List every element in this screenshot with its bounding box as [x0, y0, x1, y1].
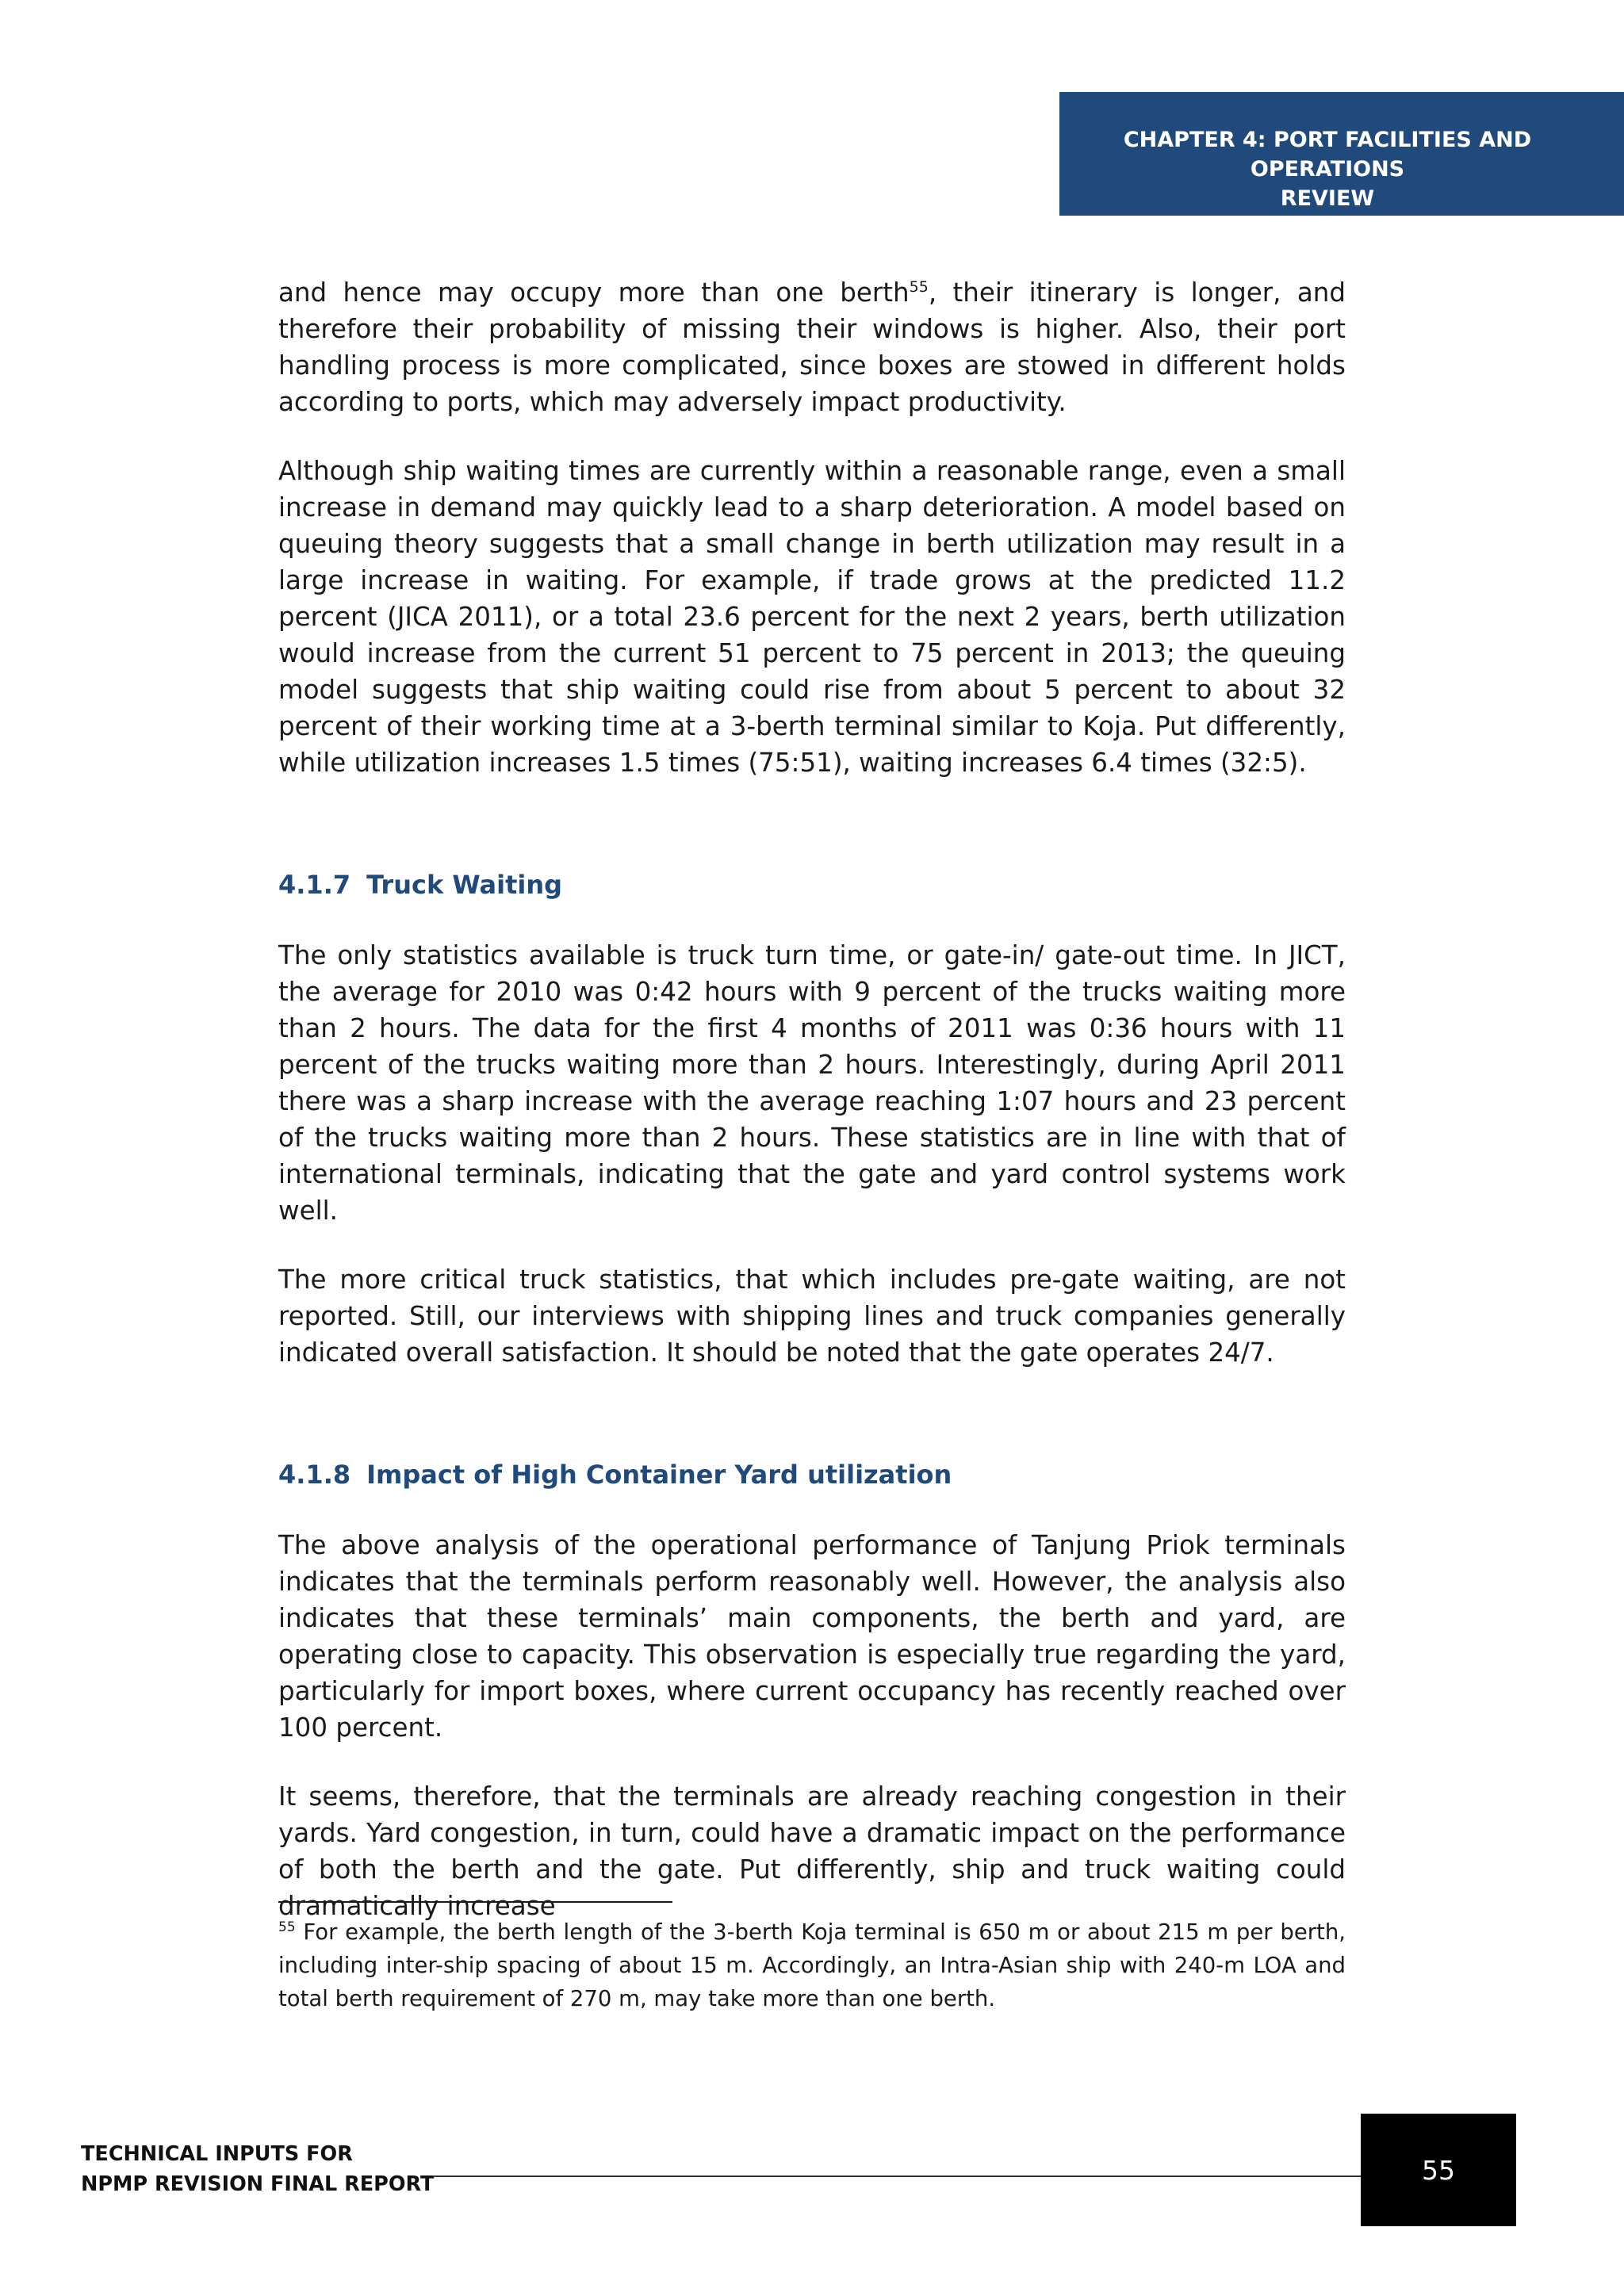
page-number-box — [1361, 2114, 1516, 2226]
footer-title-line1: TECHNICAL INPUTS FOR — [81, 2142, 353, 2166]
paragraph-berth-occupancy-start: and hence may occupy more than one berth — [278, 277, 910, 308]
chapter-title-line2: REVIEW — [1280, 186, 1375, 211]
section-number: 4.1.8 — [278, 1460, 351, 1490]
section-heading-yard-utilization — [278, 1456, 1346, 1493]
footer-divider — [433, 2175, 1362, 2177]
paragraph-yard-congestion: It seems, therefore, that the terminals are already reaching congestion in their yards. Yard congestion, in turn, could have a dramatic impact on the performance of both the berth and the gate. Put differently, ship and truck waiting could dramatically increase — [278, 1781, 1346, 1921]
footer-title-line2: NPMP REVISION FINAL REPORT — [81, 2172, 435, 2196]
section-title: Impact of High Container Yard utilization — [366, 1460, 952, 1490]
section-number: 4.1.7 — [278, 870, 351, 900]
footer-report-title — [81, 2139, 434, 2199]
chapter-header-tab — [1059, 92, 1624, 216]
paragraph-operational-performance: The above analysis of the operational performance of Tanjung Priok terminals indicates that the terminals perform reasonably well. However, the analysis also indicates that these terminals’ main components, the berth and yard, are operating close to capacity. This observation is especially true regarding the yard, particularly for import boxes, where current occupancy has recently reached over 100 percent. — [278, 1530, 1346, 1743]
paragraph-pre-gate-waiting: The more critical truck statistics, that which includes pre-gate waiting, are not reported. Still, our interviews with shipping lines and truck companies generally indicated overall satisfaction. It should be noted that the gate operates 24/7. — [278, 1265, 1346, 1368]
paragraph-ship-waiting: Although ship waiting times are currently within a reasonable range, even a small increase in demand may quickly lead to a sharp deterioration. A model based on queuing theory suggests that a small change in berth utilization may result in a large increase in waiting. For example, if trade grows at the predicted 11.2 percent (JICA 2011), or a total 23.6 percent for the next 2 years, berth utilization would increase from the current 51 percent to 75 percent in 2013; the queuing model suggests that ship waiting could rise from about 5 percent to about 32 percent of their working time at a 3-berth terminal similar to Koja. Put differently, while utilization increases 1.5 times (75:51), waiting increases 6.4 times (32:5). — [278, 456, 1346, 778]
main-content — [278, 274, 1346, 1924]
footnote-number: 55 — [278, 1919, 296, 1935]
paragraph-berth-occupancy-end: , their itinerary is longer, and therefore their probability of missing their windows is higher. Also, their port handling process is more complicated, since boxes are stowed in different holds according to ports, which may adversely impact productivity. — [278, 277, 1346, 417]
section-title: Truck Waiting — [366, 870, 563, 900]
page-number: 55 — [1422, 2154, 1455, 2186]
footnote-reference: 55 — [909, 278, 929, 297]
section-heading-truck-waiting — [278, 867, 1346, 903]
chapter-title-line1: CHAPTER 4: PORT FACILITIES AND OPERATIONS — [1123, 128, 1532, 182]
footnote-separator — [278, 1901, 672, 1903]
footnote — [278, 1915, 1346, 2015]
footnote-text: For example, the berth length of the 3-berth Koja terminal is 650 m or about 215 m per berth, including inter-ship spacing of about 15 m. Accordingly, an Intra-Asian ship with 240-m LOA and total berth requirement of 270 m, may take more than one berth. — [278, 1919, 1346, 2011]
paragraph-truck-turn-time: The only statistics available is truck turn time, or gate-in/ gate-out time. In JICT, the average for 2010 was 0:42 hours with 9 percent of the trucks waiting more than 2 hours. The data for the first 4 months of 2011 was 0:36 hours with 11 percent of the trucks waiting more than 2 hours. Interestingly, during April 2011 there was a sharp increase with the average reaching 1:07 hours and 23 percent of the trucks waiting more than 2 hours. These statistics are in line with that of international terminals, indicating that the gate and yard control systems work well. — [278, 940, 1346, 1226]
paragraph-berth-occupancy — [278, 274, 1346, 420]
